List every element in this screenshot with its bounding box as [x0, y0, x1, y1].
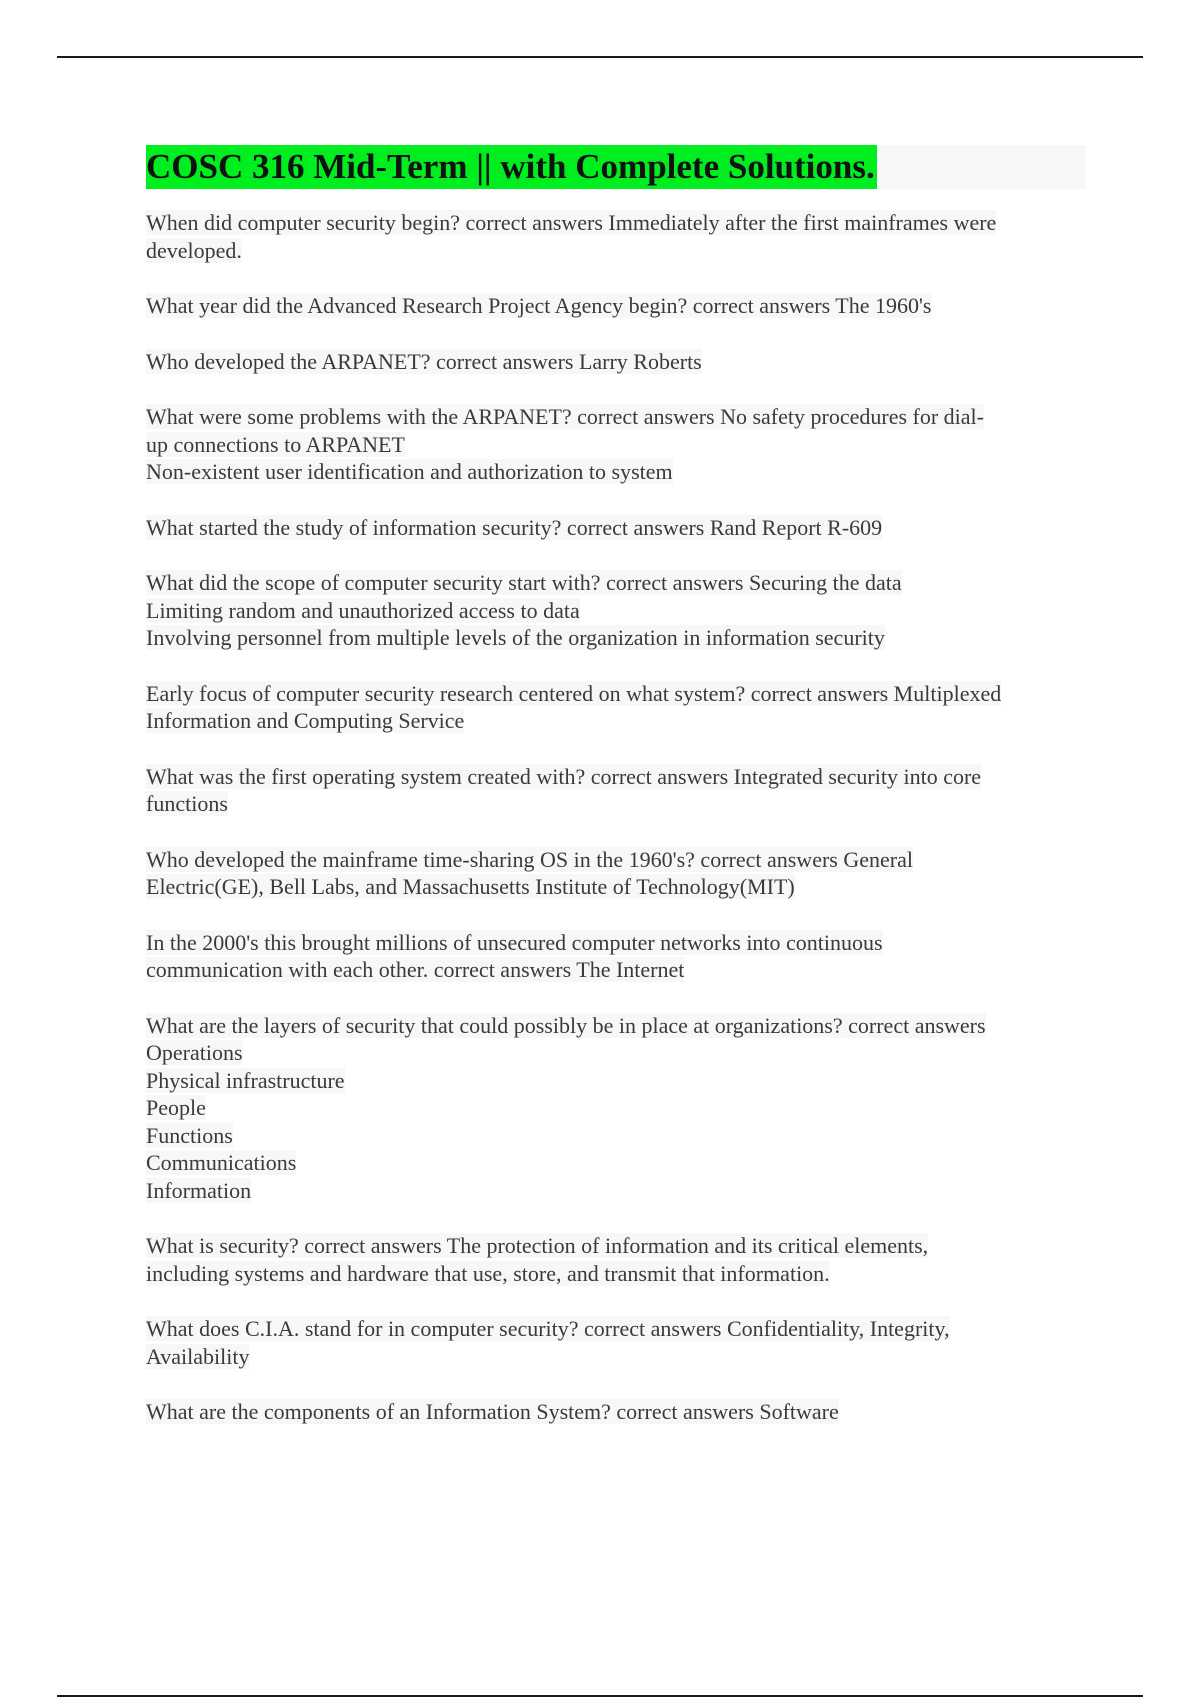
qa-line: What did the scope of computer security start with? correct answers Securing the data	[146, 570, 902, 595]
qa-entry	[146, 680, 1086, 735]
document-title: COSC 316 Mid-Term || with Complete Solutions.	[146, 145, 877, 189]
qa-line: What were some problems with the ARPANET? correct answers No safety procedures for dial-	[146, 404, 984, 429]
qa-line: What are the components of an Information System? correct answers Software	[146, 1399, 839, 1424]
qa-entry	[146, 348, 1086, 376]
qa-line: Availability	[146, 1343, 250, 1369]
qa-line: functions	[146, 791, 228, 816]
qa-entry	[146, 763, 1086, 818]
qa-line: What was the first operating system created with? correct answers Integrated security into core	[146, 763, 982, 789]
qa-line: Limiting random and unauthorized access to data	[146, 597, 580, 623]
qa-line: communication with each other. correct answers The Internet	[146, 957, 685, 982]
title-band	[146, 145, 1086, 189]
qa-entry	[146, 514, 1086, 542]
qa-line: Information and Computing Service	[146, 708, 465, 733]
qa-line: Non-existent user identification and authorization to system	[146, 459, 673, 484]
qa-line: Who developed the mainframe time-sharing OS in the 1960's? correct answers General	[146, 846, 913, 872]
qa-entry	[146, 846, 1086, 901]
qa-entry	[146, 1315, 1086, 1370]
qa-line: Involving personnel from multiple levels of the organization in information security	[146, 625, 885, 650]
qa-line: In the 2000's this brought millions of unsecured computer networks into continuous	[146, 929, 883, 955]
qa-line: Information	[146, 1177, 252, 1203]
qa-line: Electric(GE), Bell Labs, and Massachusetts Institute of Technology(MIT)	[146, 874, 795, 899]
document-body	[146, 145, 1086, 1454]
qa-line: When did computer security begin? correct answers Immediately after the first mainframes were	[146, 210, 997, 235]
qa-line: What is security? correct answers The protection of information and its critical elements,	[146, 1233, 929, 1258]
qa-line: Functions	[146, 1122, 233, 1148]
qa-entry	[146, 1398, 1086, 1426]
qa-line: What does C.I.A. stand for in computer security? correct answers Confidentiality, Integrity,	[146, 1316, 950, 1341]
qa-entry	[146, 1232, 1086, 1287]
qa-line: developed.	[146, 237, 242, 263]
qa-line: up connections to ARPANET	[146, 431, 405, 457]
qa-line: Physical infrastructure	[146, 1067, 345, 1093]
qa-entry	[146, 569, 1086, 652]
qa-entry	[146, 292, 1086, 320]
qa-line: Who developed the ARPANET? correct answers Larry Roberts	[146, 348, 702, 374]
qa-entry	[146, 403, 1086, 486]
qa-line: What year did the Advanced Research Project Agency begin? correct answers The 1960's	[146, 293, 932, 318]
qa-line: Early focus of computer security research centered on what system? correct answers Multiplexed	[146, 680, 1002, 706]
footer-rule	[57, 1695, 1143, 1697]
qa-line: People	[146, 1095, 206, 1120]
qa-entry	[146, 1012, 1086, 1205]
qa-entry	[146, 209, 1086, 264]
qa-line: including systems and hardware that use, store, and transmit that information.	[146, 1260, 830, 1286]
qa-line: What started the study of information security? correct answers Rand Report R-609	[146, 514, 883, 540]
qa-entry	[146, 929, 1086, 984]
qa-line: What are the layers of security that could possibly be in place at organizations? correct answers	[146, 1012, 986, 1038]
qa-line: Communications	[146, 1150, 297, 1175]
header-rule	[57, 56, 1143, 58]
qa-line: Operations	[146, 1040, 243, 1065]
